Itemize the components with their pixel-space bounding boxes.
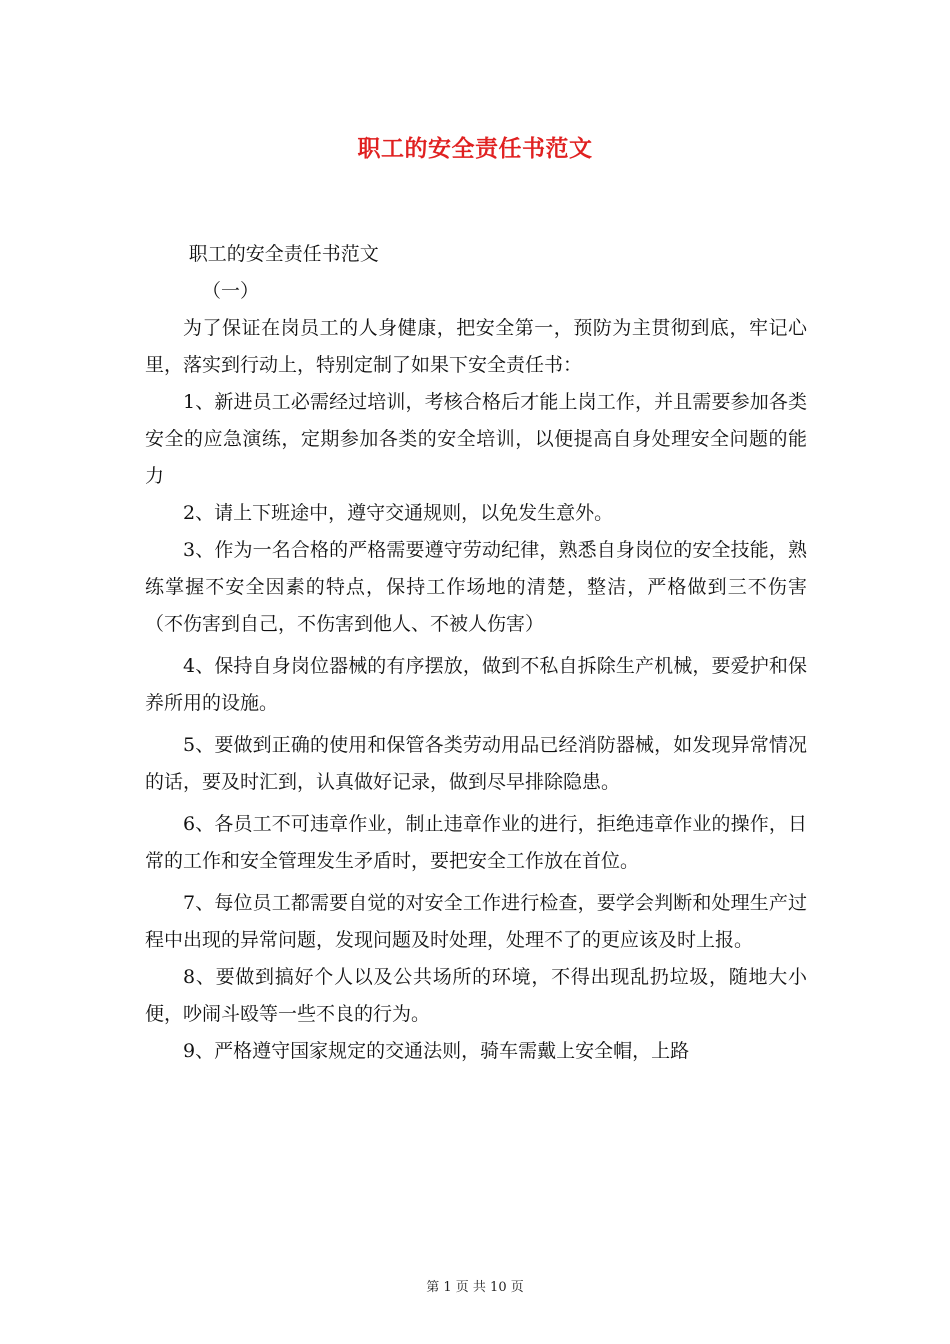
intro-paragraph: 为了保证在岗员工的人身健康，把安全第一，预防为主贯彻到底，牢记心里，落实到行动上，特别定制了如果下安全责任书： xyxy=(145,317,807,376)
clause-paragraph: 3、作为一名合格的严格需要遵守劳动纪律，熟悉自身岗位的安全技能，熟练掌握不安全因素的特点，保持工作场地的清楚，整洁，严格做到三不伤害（不伤害到自己，不伤害到他人、不被人伤害） xyxy=(145,539,807,635)
section-label: （一） xyxy=(202,280,260,302)
clause-paragraph: 7、每位员工都需要自觉的对安全工作进行检查，要学会判断和处理生产过程中出现的异常问题，发现问题及时处理，处理不了的更应该及时上报。 xyxy=(145,892,807,951)
clause-paragraph: 2、请上下班途中，遵守交通规则，以免发生意外。 xyxy=(183,502,614,524)
page-number-footer: 第 1 页 共 10 页 xyxy=(426,1280,524,1295)
clause-paragraph: 1、新进员工必需经过培训，考核合格后才能上岗工作，并且需要参加各类安全的应急演练，定期参加各类的安全培训，以便提高自身处理安全问题的能力 xyxy=(145,391,807,487)
clause-paragraph: 4、保持自身岗位器械的有序摆放，做到不私自拆除生产机械，要爱护和保养所用的设施。 xyxy=(145,655,807,714)
clause-paragraph: 8、要做到搞好个人以及公共场所的环境，不得出现乱扔垃圾，随地大小便，吵闹斗殴等一些不良的行为。 xyxy=(145,966,807,1025)
clause-paragraph: 9、严格遵守国家规定的交通法则，骑车需戴上安全帽，上路 xyxy=(183,1040,690,1062)
clause-paragraph: 6、各员工不可违章作业，制止违章作业的进行，拒绝违章作业的操作，日常的工作和安全管理发生矛盾时，要把安全工作放在首位。 xyxy=(145,813,807,872)
clause-paragraph: 5、要做到正确的使用和保管各类劳动用品已经消防器械，如发现异常情况的话，要及时汇到，认真做好记录，做到尽早排除隐患。 xyxy=(145,734,807,793)
document-body xyxy=(145,236,807,1070)
document-title: 职工的安全责任书范文 xyxy=(357,135,593,162)
document-subtitle: 职工的安全责任书范文 xyxy=(188,243,379,265)
